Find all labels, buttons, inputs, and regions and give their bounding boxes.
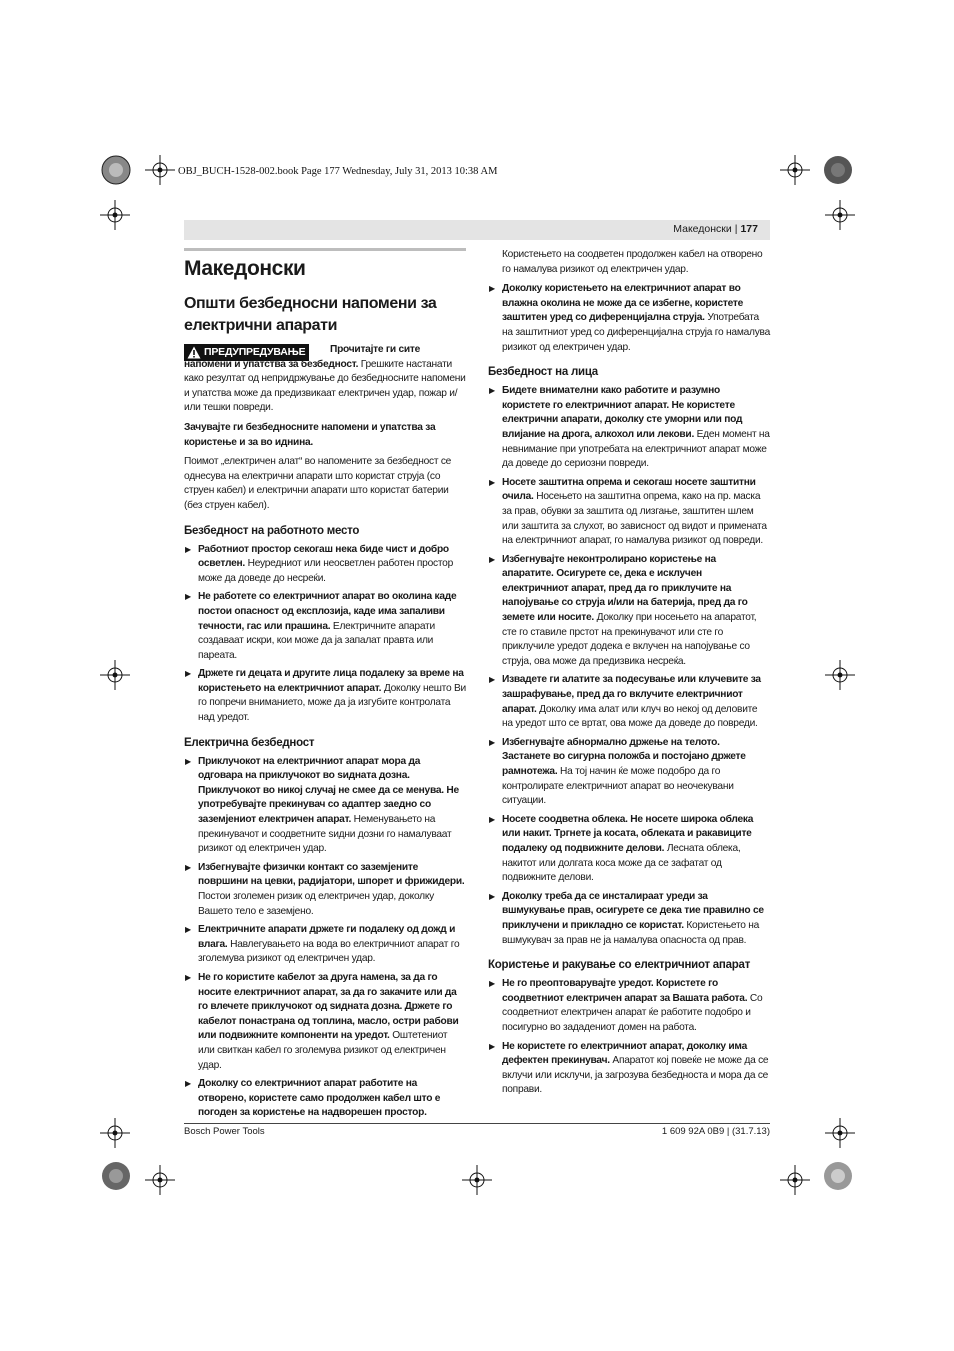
page-header (184, 220, 770, 240)
workplace-heading: Безбедност на работното место (184, 524, 360, 537)
continued-paragraph: Користењето на соодветен продолжен кабел на отворено го намалува ризикот од електричен удар. (502, 249, 763, 275)
title-rule (184, 248, 466, 251)
electrical-list (184, 755, 466, 1121)
list-item: ▶ Доколку користењето на електричниот апарат во влажна околина не може да се избегне, користете заштитен уред со диференцијална струја. Употребата на заштитниот уред со диференцијална струја го намалува ризикот од електричен удар. (489, 283, 771, 353)
crosshair-mark-icon (825, 1118, 855, 1148)
handling-list (488, 977, 770, 1098)
list-item: ▶ Носете заштитна опрема и секогаш носете заштитни очила. Носењето на заштитна опрема, како на пр. маска за прав, обувки за заштита од лизгање, заштитен шлем или заштита за слухот, во зависност од видот и примената на електричниот апарат, го намалува ризикот од повреди. (489, 476, 767, 547)
warning-bold: Прочитајте ги сите напомени и упатства за безбедност. (184, 344, 421, 370)
list-item: ▶ Доколку со електричниот апарат работите на отворено, користете само продолжен кабел што е погоден за користење на надворешен простор. (185, 1078, 441, 1119)
crosshair-mark-icon (825, 200, 855, 230)
keep-instructions: Зачувајте ги безбедносните напомени и упатства за користење и за во иднина. (184, 421, 436, 448)
crosshair-mark-icon (100, 200, 130, 230)
list-item: ▶ Носете соодветна облека. Не носете широка облека или накит. Тргнете ја косата, облеката и ракавиците подалеку од подвижните делови. Лесната облека, накитот или долгата коса може да се зафатат од подвижните делови. (489, 813, 754, 884)
list-item: ▶ Електричните апарати држете ги подалеку од дожд и влага. Навлегувањето на вода во електричниот апарат го зголемува ризикот од електричен удар. (185, 924, 460, 965)
crosshair-mark-icon (780, 1165, 810, 1195)
list-item: ▶ Приклучокот на електричниот апарат мора да одговара на приклучокот во ѕидната дозна. Приклучокот во никој случај не смее да се менува. Не употребувајте прекинувач со адаптер заедно со заземјениот електричен апарат. Неменувањето на прекинувачот и соодветните ѕидни дозни го намалуваат ризикот од електричен удар. (185, 755, 459, 855)
list-item: ▶ Не работете со електричниот апарат во околина каде постои опасност од експлозија, каде има запаливи течности, гас или прашина. Електричните апарати создаваат искри, кои може да ја запалат правта или пареата. (185, 591, 457, 661)
crosshair-mark-icon (462, 1165, 492, 1195)
section-heading: Општи безбедносни напомени за електрични апарати (184, 295, 437, 334)
list-item: ▶ Доколку треба да се инсталираат уреди за вшмукување прав, осигурете се дека тие правилно се приклучени и прикладно се користат. Користењето на вшмукувач за прав не ја намалува опасноста од прав. (489, 890, 764, 946)
footer-doc-number: 1 609 92A 0B9 | (31.7.13) (661, 1126, 770, 1137)
crosshair-mark-icon (145, 155, 175, 185)
list-item: ▶ Не користете го електричниот апарат, доколку има дефектен прекинувач. Апаратот кој повеќе не може да се вклучи или исклучи, ја загрозува безбедноста и мора да се поправи. (489, 1040, 769, 1096)
page-number: 177 (740, 223, 758, 235)
triangle-right-icon: ▶ (489, 891, 495, 901)
crosshair-mark-icon (100, 660, 130, 690)
color-wheel-icon (818, 150, 858, 190)
triangle-right-icon: ▶ (489, 1041, 495, 1051)
list-item: ▶ Избегнувајте неконтролирано користење на апаратите. Осигурете се, дека е исклучен електричниот апарат, пред да го приклучите на напојување со струја и/или на батерија, пред да го земете или носите. Доколку при носењето на апаратот, сте го ставиле прстот на прекинувачот или сте го приклучиле уредот додека е вклучен на напојување со струја, ова може да предизвика несреќа. (489, 553, 757, 667)
right-column (488, 248, 770, 1102)
list-item: ▶ Држете ги децата и другите лица подалеку за време на користењето на електричниот апарат. Доколку нешто Ви го попречи вниманието, може да ја изгубите контролата над уредот. (185, 668, 466, 724)
triangle-right-icon: ▶ (489, 675, 495, 685)
crosshair-mark-icon (100, 1118, 130, 1148)
crosshair-mark-icon (145, 1165, 175, 1195)
footer-rule (184, 1123, 770, 1124)
crosshair-mark-icon (825, 660, 855, 690)
triangle-right-icon: ▶ (185, 544, 191, 554)
continued-list (488, 282, 770, 355)
print-info: OBJ_BUCH-1528-002.book Page 177 Wednesday, July 31, 2013 10:38 AM (178, 166, 498, 177)
triangle-right-icon: ▶ (185, 862, 191, 872)
list-item: ▶ Избегнувајте физички контакт со заземјените површини на цевки, радијатори, шпорет и фрижидери. Постои зголемен ризик од електричен удар, доколку Вашето тело е заземјено. (185, 861, 465, 917)
personal-list (488, 384, 770, 948)
footer-brand: Bosch Power Tools (184, 1126, 265, 1137)
triangle-right-icon: ▶ (185, 669, 191, 679)
triangle-right-icon: ▶ (489, 284, 495, 294)
color-wheel-icon (96, 150, 136, 190)
header-language: Македонски (673, 223, 732, 235)
triangle-right-icon: ▶ (185, 592, 191, 602)
list-item: ▶ Не го преоптоварувајте уредот. Користете го соодветниот електричен апарат за Вашата работа. Со соодветниот електричен апарат ќе работите подобро и посигурно во зададениот домен на работа. (489, 978, 763, 1033)
color-wheel-icon (96, 1156, 136, 1196)
electrical-heading: Електрична безбедност (184, 736, 315, 749)
list-item: ▶ Не го користите кабелот за друга намена, за да го носите електричниот апарат, за да го закачите или да го влечете приклучокот од ѕидната дозна. Држете го кабелот понастрана од топлина, масло, остри рабови или подвижните компоненти на уредот. Оштетениот или свиткан кабел го зголемува ризикот од електричен удар. (185, 971, 459, 1071)
color-wheel-icon (818, 1156, 858, 1196)
workplace-list (184, 543, 466, 726)
personal-heading: Безбедност на лица (488, 366, 598, 379)
list-item: ▶ Работниот простор секогаш нека биде чист и добро осветлен. Неуредниот или неосветлен работен простор може да доведе до несреќи. (185, 543, 453, 584)
triangle-right-icon: ▶ (185, 1079, 191, 1089)
triangle-right-icon: ▶ (489, 737, 495, 747)
handling-heading: Користење и ракување со електричниот апарат (488, 959, 751, 972)
triangle-right-icon: ▶ (489, 477, 495, 487)
warning-badge-label: ПРЕДУПРЕДУВАЊЕ (204, 346, 306, 358)
crosshair-mark-icon (780, 155, 810, 185)
triangle-right-icon: ▶ (489, 554, 495, 564)
triangle-right-icon: ▶ (489, 979, 495, 989)
list-item: ▶ Избегнувајте абнормално држење на телото. Застанете во сигурна положба и постојано држете рамнотежа. На тој начин ќе може подобро да го контролирате електричниот апарат во неочекувани ситуации. (489, 736, 746, 807)
triangle-right-icon: ▶ (185, 972, 191, 982)
definition-paragraph: Поимот „електричен алат“ во напомените за безбедност се однесува на електрични апарати што користат струја (со струен кабел) и електрични апарати што користат батерии (без струен кабел). (184, 456, 452, 511)
list-item: ▶ Извадете ги алатите за подесување или клучевите за зашрафување, пред да го вклучите електричниот апарат. Доколку има алат или клуч во некој од деловите на уредот што се вртат, ова може да доведе до повреди. (489, 674, 761, 730)
triangle-right-icon: ▶ (185, 925, 191, 935)
page-title: Македонски (184, 257, 306, 280)
list-item: ▶ Бидете внимателни како работите и разумно користете го електричниот апарат. Не користете електрични апарати, доколку сте уморни или под влијание на дрога, алкохол или лекови. Еден момент на невнимание при употребата на електричниот апарат може да доведе до сериозни повреди. (489, 385, 770, 470)
triangle-right-icon: ▶ (185, 756, 191, 766)
header-separator: | (734, 223, 738, 235)
warning-text: Грешките настанати како резултат од непридржување до безбедносните напомени и упатства може да предизвикаат електричен удар, пожар и/или тешки повреди. (184, 358, 466, 414)
left-column (184, 248, 466, 1125)
triangle-right-icon: ▶ (489, 814, 495, 824)
triangle-right-icon: ▶ (489, 386, 495, 396)
